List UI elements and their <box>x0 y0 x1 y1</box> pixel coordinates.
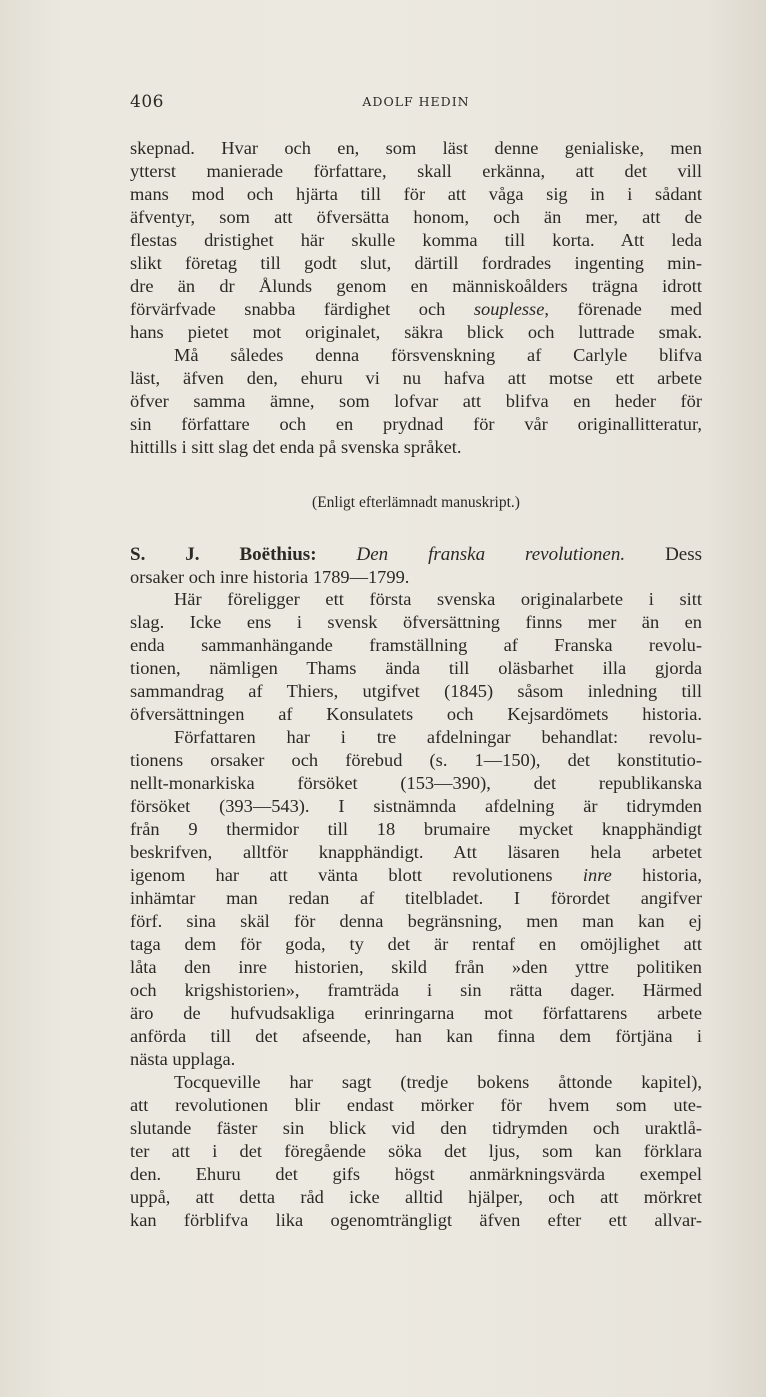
text-line: sammandrag af Thiers, utgifvet (1845) såsom inledning till <box>130 681 702 701</box>
review-title-tail: Dess <box>665 544 703 565</box>
text-line: försöket (393—543). I sistnämnda afdelning är tidrymden <box>130 796 702 816</box>
text-line: läst, äfven den, ehuru vi nu hafva att motse ett arbete <box>130 368 702 388</box>
text-line: tionens orsaker och förebud (s. 1—150), det konstitutio- <box>130 750 702 770</box>
italic-word: inre <box>582 865 612 885</box>
text-line: äro de hufvudsakliga erinringarna mot författarens arbete <box>130 1003 702 1023</box>
text-line: att revolutionen blir endast mörker för hvem som ute- <box>130 1095 702 1115</box>
text-line: tionen, nämligen Thams ända till oläsbarhet illa gjorda <box>130 658 702 678</box>
text-line: kan förblifva lika ogenomträngligt äfven efter ett allvar- <box>130 1210 702 1230</box>
text-line: slutande fäster sin blick vid den tidrymden och uraktlå- <box>130 1118 702 1138</box>
running-head: ADOLF HEDIN <box>362 94 470 109</box>
text-segment: , förenade med <box>544 299 703 319</box>
text-line: öfversättningen af Konsulatets och Kejsardömets historia. <box>130 704 702 724</box>
text-line: Tocqueville har sagt (tredje bokens åttonde kapitel), <box>174 1072 702 1092</box>
text-line <box>130 298 702 321</box>
text-line: skepnad. Hvar och en, som läst denne genialiske, men <box>130 138 702 158</box>
text-line: anförda till det afseende, han kan finna dem förtjäna i <box>130 1026 702 1046</box>
text-line: äfventyr, som att öfversätta honom, och än mer, att de <box>130 207 702 227</box>
text-line: och krigshistorien», framträda i sin rätta dager. Härmed <box>130 980 702 1000</box>
text-line: hittills i sitt slag det enda på svenska språket. <box>130 437 462 457</box>
page-header <box>130 92 702 116</box>
text-line: taga dem för goda, ty det är rentaf en omöjlighet att <box>130 934 702 954</box>
text-line: förf. sina skäl för denna begränsning, men man kan ej <box>130 911 702 931</box>
text-line: dre än dr Ålunds genom en människoålders trägna idrott <box>130 276 702 296</box>
text-segment: igenom har att vänta blott revolutionens <box>130 865 553 885</box>
text-line: ytterst manierade författare, skall erkänna, att det vill <box>130 161 702 181</box>
italic-word: souplesse <box>473 299 545 319</box>
text-line <box>130 864 702 887</box>
text-line: från 9 thermidor till 18 brumaire mycket knapphändigt <box>130 819 702 839</box>
text-line: ter att i det föregående söka det ljus, som kan förklara <box>130 1141 702 1161</box>
text-line: låta den inre historien, skild från »den yttre politiken <box>130 957 702 977</box>
review-author: S. J. Boëthius: <box>130 544 317 565</box>
text-line: flestas dristighet här skulle komma till korta. Att leda <box>130 230 702 250</box>
text-line: uppå, att detta råd icke alltid hjälper, och att mörkret <box>130 1187 702 1207</box>
text-line: slag. Icke ens i svensk öfversättning finns mer än en <box>130 612 702 632</box>
review-title: Den franska revolutionen. <box>356 544 626 565</box>
text-segment: förvärfvade snabba färdighet och <box>130 299 446 319</box>
text-line: den. Ehuru det gifs högst anmärkningsvärda exempel <box>130 1164 702 1184</box>
text-line: hans pietet mot originalet, säkra blick och luttrade smak. <box>130 322 702 342</box>
text-line: slikt företag till godt slut, därtill fordrades ingenting min- <box>130 253 702 273</box>
manuscript-note: (Enligt efterlämnadt manuskript.) <box>312 494 520 511</box>
text-segment: historia, <box>642 865 702 885</box>
text-line: Här föreligger ett första svenska originalarbete i sitt <box>174 589 702 609</box>
text-line: enda sammanhängande framställning af Franska revolu- <box>130 635 702 655</box>
review-subtitle: orsaker och inre historia 1789—1799. <box>130 567 410 587</box>
text-line: inhämtar man redan af titelbladet. I förordet angifver <box>130 888 702 908</box>
text-line: sin författare och en prydnad för vår originallitteratur, <box>130 414 702 434</box>
text-line: beskrifven, alltför knapphändigt. Att läsaren hela arbetet <box>130 842 702 862</box>
text-line: Författaren har i tre afdelningar behandlat: revolu- <box>174 727 702 747</box>
text-line: öfver samma ämne, som lofvar att blifva en heder för <box>130 391 702 411</box>
text-line: nästa upplaga. <box>130 1049 236 1069</box>
text-line: Må således denna försvenskning af Carlyle blifva <box>174 345 702 365</box>
review-heading <box>130 543 702 566</box>
text-line: mans mod och hjärta till för att våga sig in i sådant <box>130 184 702 204</box>
page-number: 406 <box>130 92 164 112</box>
text-line: nellt-monarkiska försöket (153—390), det republikanska <box>130 773 702 793</box>
